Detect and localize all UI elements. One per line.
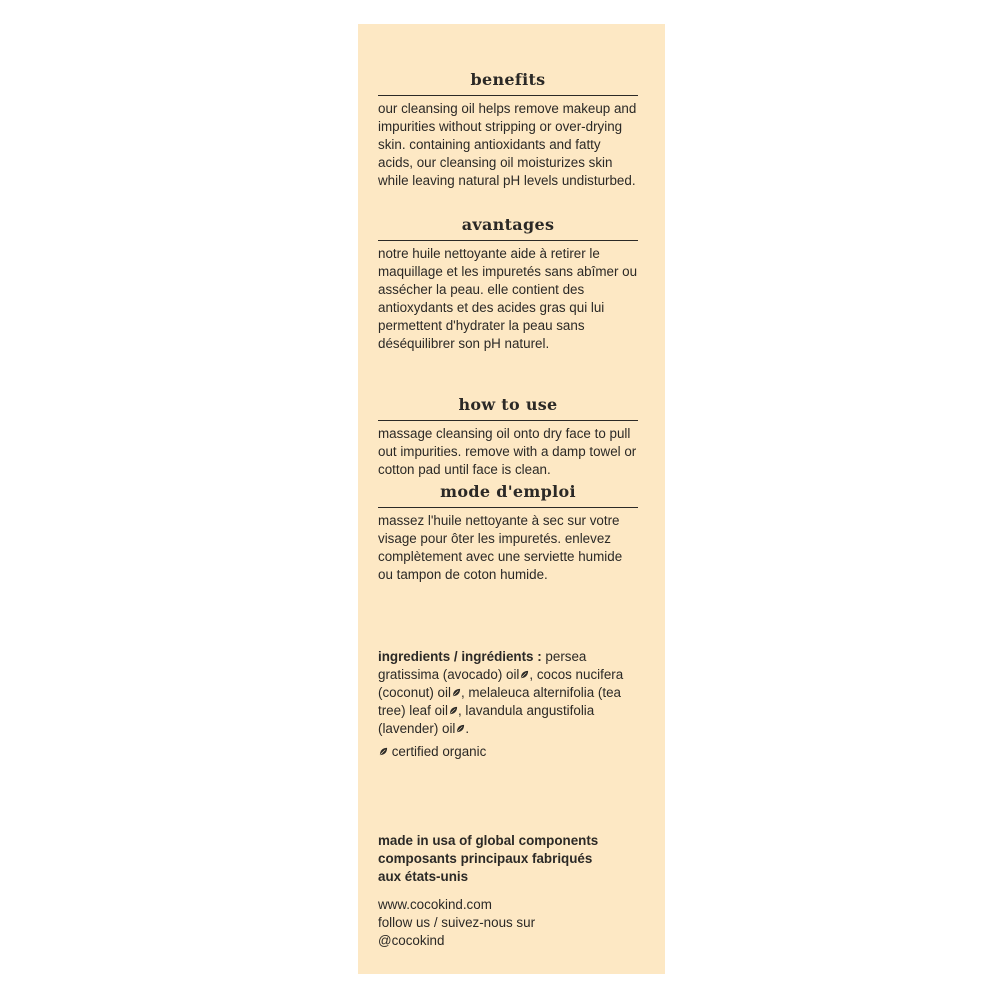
- certified-organic-note: [378, 743, 638, 761]
- how-to-use-divider: [378, 420, 638, 421]
- organic-leaf-icon: [520, 670, 529, 679]
- ingredient-tea-tree: melaleuca alternifolia (tea tree) leaf oil: [378, 685, 621, 718]
- website-link: www.cocokind.com: [378, 897, 492, 912]
- origin-line-2: composants principaux fabriqués: [378, 851, 593, 866]
- organic-leaf-icon: [456, 724, 465, 733]
- benefits-text: our cleansing oil helps remove makeup and impurities without stripping or over-drying skin. containing antioxidants and fatty acids, our cleansing oil moisturizes skin while leaving natural pH levels undisturbed.: [378, 101, 637, 188]
- how-to-use-text: massage cleansing oil onto dry face to pull out impurities. remove with a damp towel or cotton pad until face is clean.: [378, 426, 637, 477]
- origin-line-3: aux états-unis: [378, 869, 469, 884]
- ingredient-coconut: cocos nucifera (coconut) oil: [378, 667, 624, 700]
- certified-organic-text: certified organic: [391, 744, 487, 759]
- how-to-use-heading: how to use: [458, 395, 558, 414]
- benefits-divider: [378, 95, 638, 96]
- avantages-section: [378, 215, 638, 353]
- avantages-heading: avantages: [461, 215, 555, 234]
- mode-emploi-section: [378, 482, 638, 584]
- ingredients-label: ingredients / ingrédients :: [378, 649, 542, 664]
- ingredient-lavender: lavandula angustifolia (lavender) oil: [378, 703, 595, 736]
- organic-leaf-icon: [449, 706, 458, 715]
- origin-section: [378, 832, 638, 886]
- organic-leaf-icon: [379, 747, 388, 756]
- mode-emploi-heading: mode d'emploi: [440, 482, 576, 501]
- mode-emploi-divider: [378, 507, 638, 508]
- ingredient-avocado: persea gratissima (avocado) oil: [378, 649, 587, 682]
- how-to-use-section: [378, 395, 638, 479]
- avantages-text: notre huile nettoyante aide à retirer le maquillage et les impuretés sans abîmer ou assécher la peau. elle contient des antioxydants et des acides gras qui lui permettent d'hydrater la peau sans déséquilibrer son pH naturel.: [378, 246, 638, 351]
- follow-us-text: follow us / suivez-nous sur: [378, 915, 536, 930]
- benefits-section: [378, 70, 638, 190]
- mode-emploi-text: massez l'huile nettoyante à sec sur votre visage pour ôter les impuretés. enlevez complètement avec une serviette humide ou tampon de coton humide.: [378, 513, 623, 582]
- social-handle: @cocokind: [378, 933, 445, 948]
- avantages-divider: [378, 240, 638, 241]
- benefits-heading: benefits: [470, 70, 546, 89]
- label-panel: [358, 24, 665, 974]
- ingredients-list: ingredients / ingrédients : persea gratissima (avocado) oil , cocos nucifera (coconut) oil , melaleuca alternifolia (tea tree) leaf oil , lavandula angustifolia (lavender) oil .: [378, 649, 624, 736]
- ingredients-section: [378, 648, 638, 761]
- organic-leaf-icon: [452, 688, 461, 697]
- contact-section: [378, 896, 638, 950]
- origin-line-1: made in usa of global components: [378, 833, 599, 848]
